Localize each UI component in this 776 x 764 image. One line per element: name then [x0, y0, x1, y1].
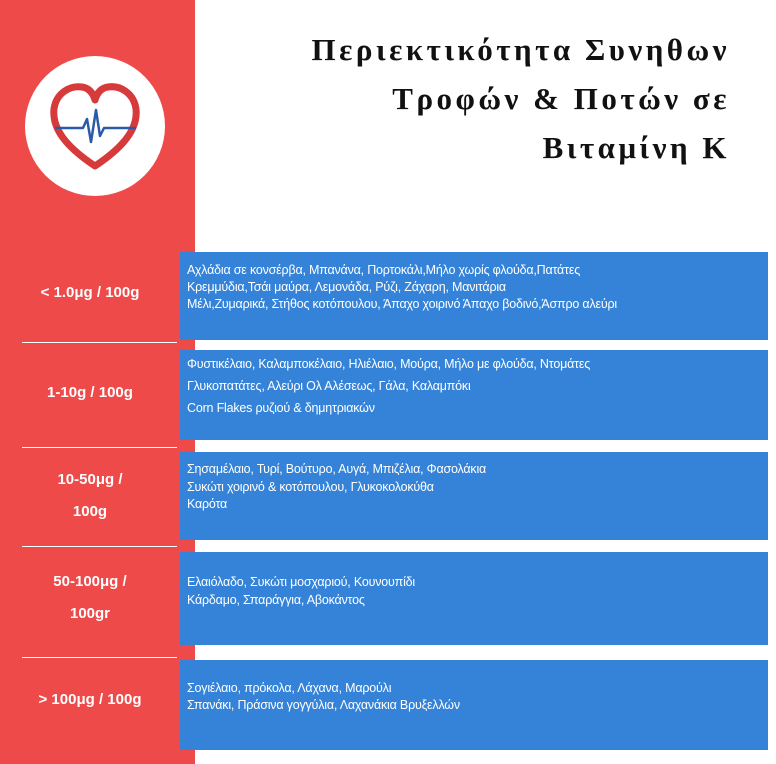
heart-ecg-icon	[25, 56, 165, 196]
range-label-text: 1-10g / 100g	[47, 384, 133, 401]
range-label-text: 10-50μg /	[57, 471, 123, 488]
range-label-5	[0, 684, 180, 716]
food-line: Σπανάκι, Πράσινα γογγύλια, Λαχανάκια Βρυξελλών	[187, 698, 460, 712]
title-line-2: Τροφών & Ποτών σε	[392, 81, 730, 116]
divider	[22, 657, 177, 658]
divider	[22, 546, 177, 547]
title-line-3: Βιταμίνη Κ	[542, 130, 730, 165]
food-line: Ελαιόλαδο, Συκώτι μοσχαριού, Κουνουπίδι	[187, 575, 415, 589]
food-box-2	[180, 350, 768, 440]
title-line-1: Περιεκτικότητα Συνηθων	[311, 32, 730, 67]
food-box-3	[180, 452, 768, 540]
food-line: Καρότα	[187, 497, 228, 511]
food-line: Μέλι,Ζυμαρικά, Στήθος κοτόπουλου, Άπαχο χοιρινό Άπαχο βοδινό,Άσπρο αλεύρι	[187, 297, 617, 311]
range-label-3	[0, 464, 180, 528]
range-label-text: < 1.0μg / 100g	[40, 284, 140, 301]
food-line: Corn Flakes ρυζιού & δημητριακών	[187, 401, 375, 415]
food-line: Κάρδαμο, Σπαράγγια, Αβοκάντος	[187, 593, 365, 607]
food-line: Σησαμέλαιο, Τυρί, Βούτυρο, Αυγά, Μπιζέλια, Φασολάκια	[187, 462, 487, 476]
food-line: Φυστικέλαιο, Καλαμποκέλαιο, Ηλιέλαιο, Μούρα, Μήλο με φλούδα, Ντομάτες	[187, 357, 591, 371]
range-label-text: 100gr	[69, 605, 111, 622]
divider	[22, 447, 177, 448]
range-label-4	[0, 566, 180, 630]
range-label-text: 100g	[72, 503, 108, 520]
range-label-2	[0, 377, 180, 409]
food-line: Αχλάδια σε κονσέρβα, Μπανάνα, Πορτοκάλι,Μήλο χωρίς φλούδα,Πατάτες	[187, 263, 581, 277]
range-label-text: 50-100μg /	[53, 573, 127, 590]
page-title	[210, 25, 730, 172]
food-line: Συκώτι χοιρινό & κοτόπουλου, Γλυκοκολοκύθα	[187, 480, 434, 494]
range-label-1	[0, 277, 180, 309]
food-line: Γλυκοπατάτες, Αλεύρι Ολ Αλέσεως, Γάλα, Καλαμπόκι	[187, 379, 471, 393]
logo	[25, 56, 165, 196]
range-label-text: > 100μg / 100g	[38, 691, 142, 708]
food-line: Κρεμμύδια,Τσάι μαύρα, Λεμονάδα, Ρύζι, Ζάχαρη, Μανιτάρια	[187, 280, 506, 294]
food-line: Σογιέλαιο, πρόκολα, Λάχανα, Μαρούλι	[187, 681, 392, 695]
food-box-1	[180, 252, 768, 340]
divider	[22, 342, 177, 343]
food-box-4	[180, 552, 768, 645]
food-box-5	[180, 660, 768, 750]
